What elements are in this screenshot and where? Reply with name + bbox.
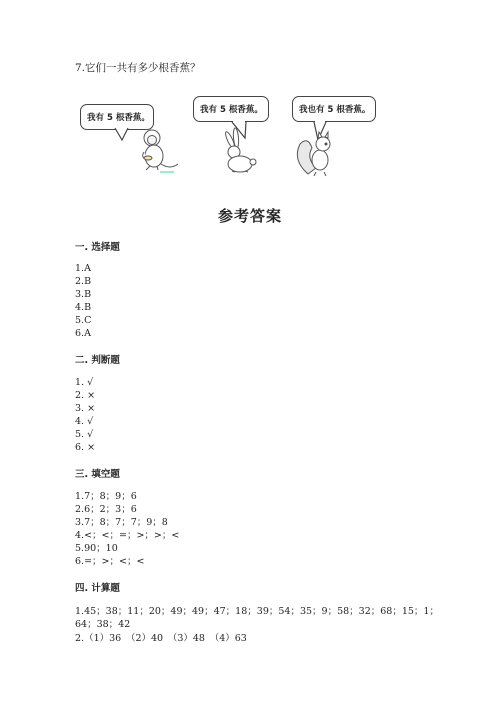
answer-line: 2. × [75,390,96,401]
answer-line: 4.<；<；=；>；>；< [75,530,180,541]
section-heading-judge: 二. 判断题 [75,355,120,366]
answer-line: 5.90；10 [75,543,118,554]
answer-line: 6.A [75,328,91,339]
answer-line: 1.A [75,263,91,274]
section-heading-calc: 四. 计算题 [75,583,120,594]
rabbit-speech-bubble: 我有 5 根香蕉。 [193,96,269,122]
answer-line: 6. × [75,442,96,453]
squirrel-icon [297,132,330,176]
monkey-speech-bubble: 我有 5 根香蕉。 [80,104,154,130]
rabbit-icon [224,128,256,172]
section-heading-fill: 三. 填空题 [75,469,120,480]
answer-line: 5. √ [75,429,94,440]
answer-line: 3.B [75,289,92,300]
answer-line: 1.7；8；9；6 [75,491,137,502]
answer-line: 3. × [75,403,96,414]
answer-line: 1. √ [75,377,94,388]
answer-line: 1.45；38；11；20；49；49；47；18；39；54；35；9；58；32；68；15；1； [75,606,439,617]
animals-illustration [60,88,380,198]
question-7: 7.它们一共有多少根香蕉？ [75,62,201,74]
answer-line: 5.C [75,315,92,326]
answer-line: 4.B [75,302,92,313]
answer-line: 3.7；8；7；7；9；8 [75,517,168,528]
monkey-icon [143,130,178,173]
answer-line: 2.B [75,276,92,287]
section-heading-choice: 一. 选择题 [75,242,120,253]
answer-line: 2.6；2；3；6 [75,504,137,515]
answer-line: 6.=；>；<；< [75,556,145,567]
answer-title: 参考答案 [217,207,282,225]
animals-drawing [60,88,380,198]
squirrel-speech-bubble: 我也有 5 根香蕉。 [292,96,376,122]
answer-line: 4. √ [75,416,94,427]
answer-line: 2.（1）36 （2）40 （3）48 （4）63 [75,633,247,644]
answer-line: 64；38；42 [75,619,131,630]
